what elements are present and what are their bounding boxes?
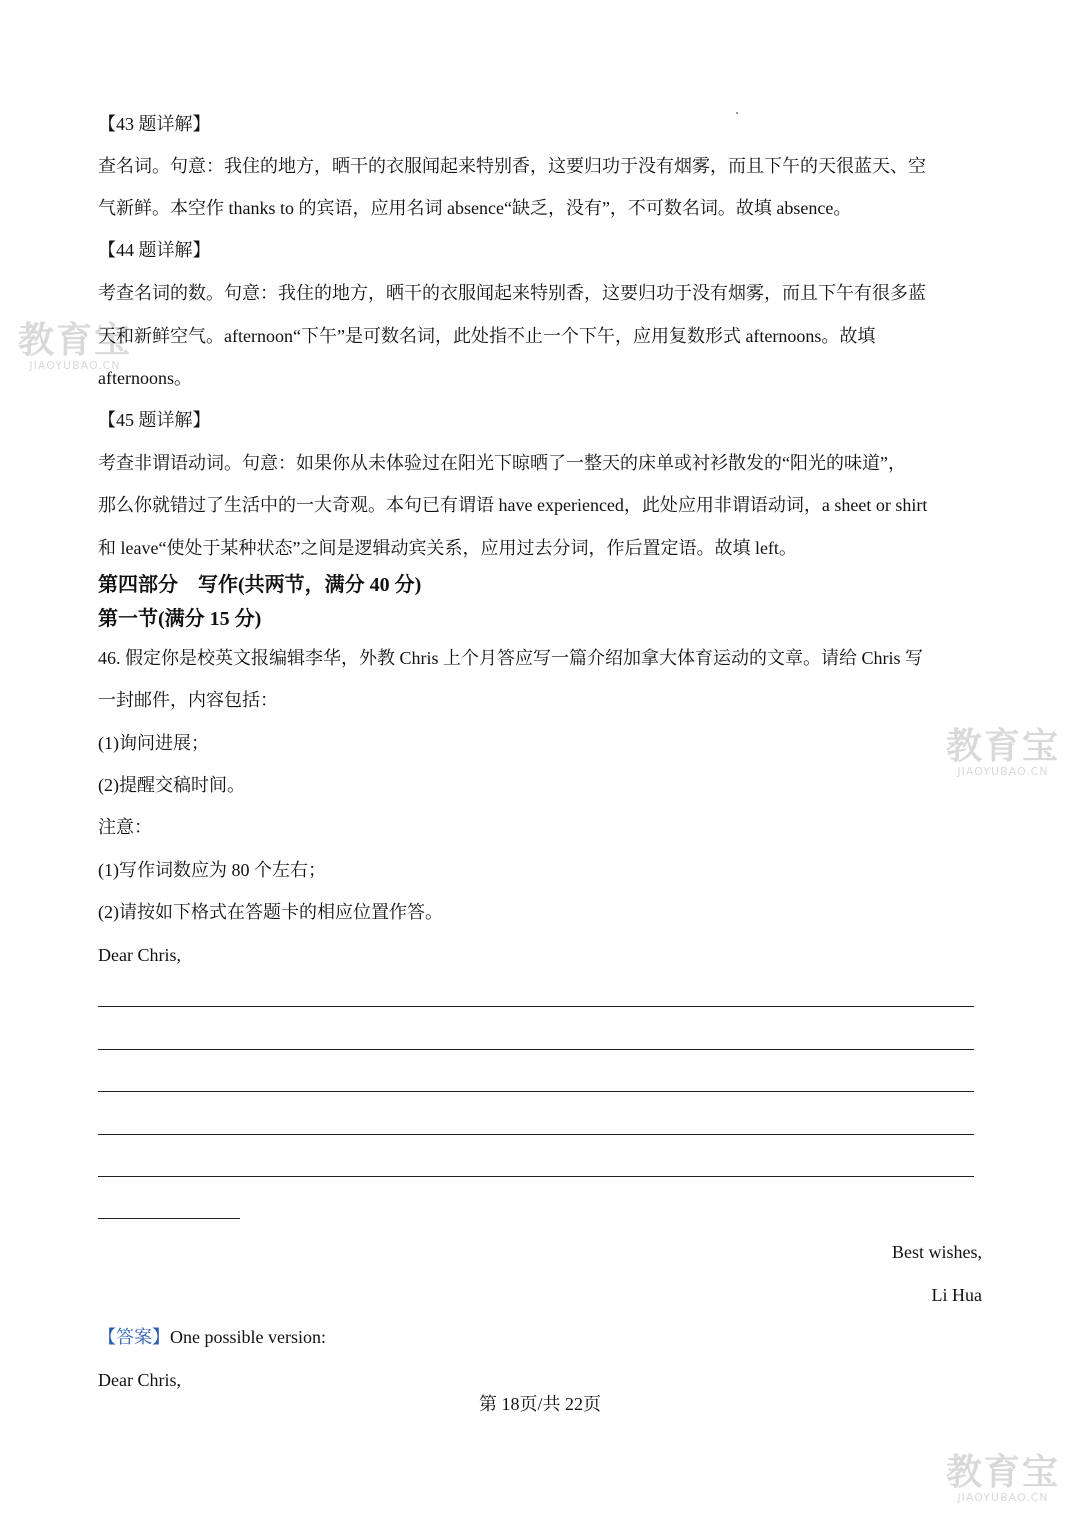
q46-line: (2)提醒交稿时间。 [98,775,245,795]
q44-line: afternoons。 [98,368,192,388]
writing-line [98,1218,240,1219]
part4-heading: 第四部分 写作(共两节，满分 40 分) [98,574,422,596]
section1-heading: 第一节(满分 15 分) [98,608,262,630]
q43-line: 气新鲜。本空作 thanks to 的宾语，应用名词 absence“缺乏，没有”，不可数名词。故填 absence。 [98,198,852,218]
q44-line: 天和新鲜空气。afternoon“下午”是可数名词，此处指不止一个下午，应用复数形式 afternoons。故填 [98,326,876,346]
q45-line: 那么你就错过了生活中的一大奇观。本句已有谓语 have experienced，此处应用非谓语动词，a sheet or shirt [98,495,928,515]
q46-line: 46. 假定你是校英文报编辑李华，外教 Chris 上个月答应写一篇介绍加拿大体育运动的文章。请给 Chris 写 [98,648,924,668]
q46-line: (1)询问进展； [98,733,209,753]
writing-line [98,1176,974,1177]
letter-greeting: Dear Chris, [98,945,181,965]
page-number: 第 18页/共 22页 [478,1394,601,1414]
q43-title: 【43 题详解】 [98,114,211,134]
answer-tag: 【答案】 [98,1327,170,1347]
q46-line: 一封邮件，内容包括： [98,690,278,710]
writing-line [98,1006,974,1007]
q46-line: 注意： [98,817,152,837]
scan-dot [736,112,738,114]
writing-line [98,1049,974,1050]
q45-line: 考查非谓语动词。句意：如果你从未体验过在阳光下晾晒了一整天的床单或衬衫散发的“阳光的味道”， [98,453,906,473]
q44-line: 考查名词的数。句意：我住的地方，晒干的衣服闻起来特别香，这要归功于没有烟雾，而且下午有很多蓝 [98,283,926,303]
answer-text: One possible version: [170,1327,326,1347]
watermark-logo: 教育宝 JIAOYUBAO.CN [946,726,1061,778]
q45-title: 【45 题详解】 [98,410,211,430]
watermark-logo: 教育宝 JIAOYUBAO.CN [946,1452,1061,1504]
watermark-logo: 教育宝 JIAOYUBAO.CN [18,320,133,372]
letter-closing: Best wishes, [892,1242,982,1262]
q43-line: 查名词。句意：我住的地方，晒干的衣服闻起来特别香，这要归功于没有烟雾，而且下午的天很蓝天、空 [98,156,926,176]
writing-line [98,1134,974,1135]
q45-line: 和 leave“使处于某种状态”之间是逻辑动宾关系，应用过去分词，作后置定语。故填 left。 [98,538,797,558]
answer-intro [98,1325,326,1349]
answer-greeting: Dear Chris, [98,1370,181,1390]
letter-signature: Li Hua [931,1285,982,1305]
q44-title: 【44 题详解】 [98,240,211,260]
q46-line: (1)写作词数应为 80 个左右； [98,860,326,880]
writing-line [98,1091,974,1092]
q46-line: (2)请按如下格式在答题卡的相应位置作答。 [98,902,443,922]
